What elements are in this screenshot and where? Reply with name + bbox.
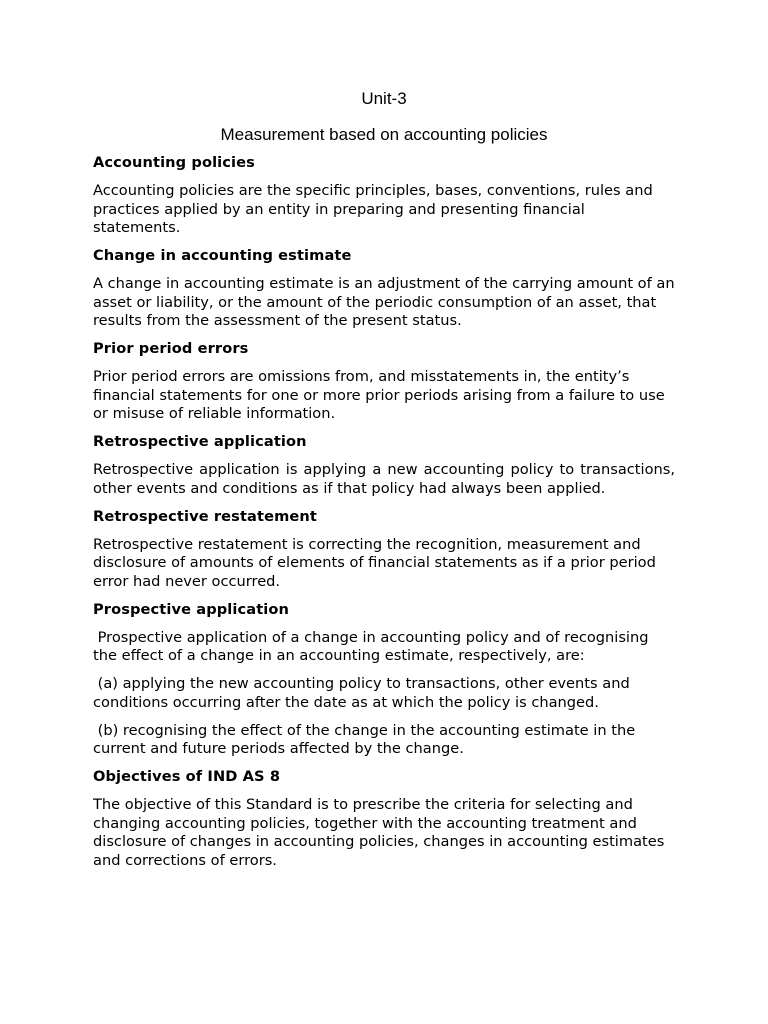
section-heading: Change in accounting estimate bbox=[93, 247, 352, 264]
section-paragraph: Retrospective application is applying a new accounting policy to transactions, other events and conditions as if that policy had always been applied. bbox=[93, 461, 680, 497]
section-heading: Prospective application bbox=[93, 600, 290, 618]
section-prior-period-errors bbox=[93, 340, 675, 424]
page-title: Measurement based on accounting policies bbox=[220, 125, 548, 144]
document-body bbox=[93, 154, 680, 880]
section-paragraph: (b) recognising the effect of the change in the accounting estimate in the current and future periods affected by the change. bbox=[93, 721, 640, 757]
section-accounting-policies bbox=[93, 154, 675, 238]
section-heading: Accounting policies bbox=[93, 154, 255, 171]
unit-title: Unit-3 bbox=[361, 89, 407, 108]
section-prospective-application bbox=[93, 601, 675, 759]
section-paragraph: Retrospective restatement is correcting the recognition, measurement and disclosure of amounts of elements of financial statements as if a prior period error had never occurred. bbox=[93, 535, 661, 590]
section-paragraph: The objective of this Standard is to prescribe the criteria for selecting and changing accounting policies, together with the accounting treatment and disclosure of changes in accounting policies, changes in accounting estimates and corrections of errors. bbox=[93, 796, 669, 869]
section-heading: Retrospective application bbox=[93, 433, 307, 450]
section-retrospective-application bbox=[93, 433, 680, 498]
section-change-in-accounting-estimate bbox=[93, 247, 680, 331]
section-paragraph: Accounting policies are the specific principles, bases, conventions, rules and practices applied by an entity in preparing and presenting financial statements. bbox=[93, 182, 658, 236]
section-paragraph: Prior period errors are omissions from, and misstatements in, the entity’s financial statements for one or more prior periods arising from a failure to use or misuse of reliable information. bbox=[93, 368, 670, 422]
section-heading: Objectives of IND AS 8 bbox=[93, 768, 281, 785]
section-retrospective-restatement bbox=[93, 508, 675, 592]
section-heading: Prior period errors bbox=[93, 340, 249, 357]
section-paragraph: A change in accounting estimate is an adjustment of the carrying amount of an asset or liability, or the amount of the periodic consumption of an asset, that results from the assessment of the present status. bbox=[93, 275, 680, 329]
section-heading: Retrospective restatement bbox=[93, 507, 317, 525]
section-objectives-ind-as-8 bbox=[93, 768, 675, 870]
section-paragraph: (a) applying the new accounting policy to transactions, other events and conditions occurring after the date as at which the policy is changed. bbox=[93, 675, 635, 711]
section-paragraph: Prospective application of a change in accounting policy and of recognising the effect of a change in an accounting estimate, respectively, are: bbox=[93, 628, 654, 664]
